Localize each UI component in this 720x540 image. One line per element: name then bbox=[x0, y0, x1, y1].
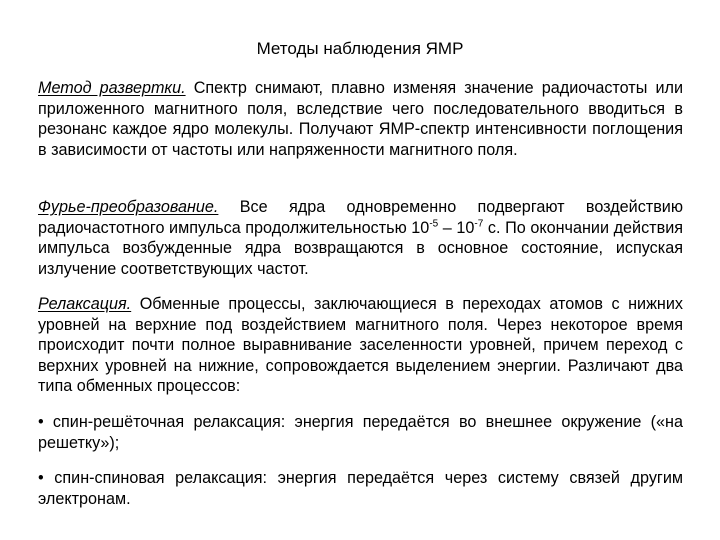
bullet-item: • спин-спиновая релаксация: энергия передаётся через систему связей другим электронам. bbox=[38, 469, 683, 508]
paragraph-relaxation bbox=[38, 294, 683, 397]
paragraph-text: – 10 bbox=[438, 218, 475, 237]
paragraph-lead: Фурье-преобразование. bbox=[38, 198, 219, 216]
paragraph-text: Спектр снимают, плавно изменяя значение радиочастоты или приложенного магнитного поля, вследствие чего последовательного вводиться в резонанс каждое ядро молекулы. Получают ЯМР-спектр интенсивности поглощения в зависимости от частоты или напряженности магнитного поля. bbox=[38, 79, 683, 159]
slide-title: Методы наблюдения ЯМР bbox=[256, 39, 464, 58]
paragraph-scan-method bbox=[38, 78, 683, 160]
paragraph-text: Обменные процессы, заключающиеся в переходах атомов с нижних уровней на верхние под воздействием магнитного поля. Через некоторое время происходит почти полное выравнивание заселенности уровней, причем переход с верхних уровней на нижние, сопровождается выделением энергии. Различают два типа обменных процессов: bbox=[38, 295, 683, 396]
paragraph-lead: Метод развертки. bbox=[38, 79, 186, 97]
paragraph-text: с. По окончании действия импульса возбужденные ядра возвращаются в основное состояние, испуская излучение соответствующих частот. bbox=[38, 218, 683, 278]
exponent: -7 bbox=[474, 218, 484, 230]
exponent: -5 bbox=[429, 218, 439, 230]
paragraph-fourier bbox=[38, 197, 683, 279]
bullet-item: • спин-решёточная релаксация: энергия передаётся во внешнее окружение («на решетку»); bbox=[38, 413, 683, 452]
paragraph-lead: Релаксация. bbox=[38, 295, 132, 313]
paragraph-text: Все ядра одновременно подвергают воздействию радиочастотного импульса продолжительностью 10 bbox=[38, 198, 683, 237]
